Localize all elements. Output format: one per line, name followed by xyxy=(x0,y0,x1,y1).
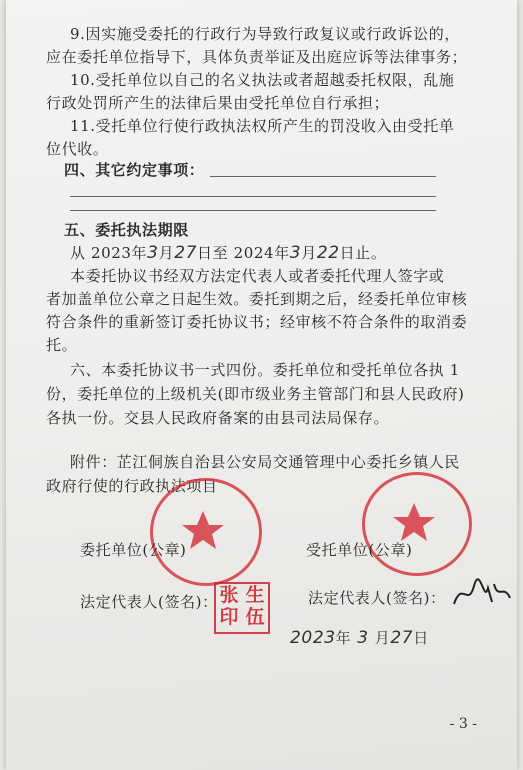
clause-10-line-2: 行政处罚所产生的法律后果由受托单位自行承担； xyxy=(46,94,390,112)
sign-year-handwritten: 2023 xyxy=(290,628,336,648)
blank-line-3 xyxy=(70,210,436,211)
start-month-handwritten: 3 xyxy=(147,243,159,263)
effect-line-3: 符合条件的重新签订委托协议书；经审核不符合条件的取消委 xyxy=(46,313,468,331)
day-to-label: 日至 xyxy=(197,244,234,262)
clause-9-line-1: 9.因实施受委托的行政行为导致行政复议或行政诉讼的， xyxy=(70,25,460,43)
document-page xyxy=(6,0,517,770)
clause-11-line-1: 11.受托单位行使行政执法权所产生的罚没收入由受托单 xyxy=(70,117,455,135)
effect-line-2: 者加盖单位公章之日起生效。委托到期之后，经委托单位审核 xyxy=(46,290,468,308)
year-char-1: 年 xyxy=(131,244,148,262)
year-char-2: 年 xyxy=(274,244,290,262)
period-line xyxy=(70,243,386,263)
page-number: - 3 - xyxy=(449,716,477,732)
sign-day-handwritten: 27 xyxy=(390,628,414,648)
end-year: 2024 xyxy=(233,244,275,262)
end-day-handwritten: 22 xyxy=(316,243,340,263)
personal-name-seal: 张 生 印 伍 xyxy=(214,582,270,634)
month-char-2: 月 xyxy=(301,244,317,262)
blank-line-2 xyxy=(70,196,436,197)
day-end-label: 日止。 xyxy=(339,244,387,262)
start-year: 2023 xyxy=(90,244,132,262)
effect-line-1: 本委托协议书经双方法定代表人或者委托代理人签字或 xyxy=(70,267,445,285)
attachment-line-2: 政府行使的行政执法项目 xyxy=(46,477,218,495)
blank-line-1 xyxy=(210,176,436,177)
sign-month-handwritten: 3 xyxy=(357,628,369,648)
right-official-seal xyxy=(362,472,472,576)
entrusted-unit-label: 受托单位(公章) xyxy=(306,541,413,559)
handwritten-signature xyxy=(448,574,514,614)
section-5-heading: 五、委托执法期限 xyxy=(64,221,189,239)
section-6-line-3: 各执一份。交县人民政府备案的由县司法局保存。 xyxy=(46,409,390,427)
left-official-seal xyxy=(150,478,262,586)
signing-date xyxy=(290,628,429,648)
sign-day-char: 日 xyxy=(413,629,429,647)
start-day-handwritten: 27 xyxy=(174,243,198,263)
section-6-line-2: 份，委托单位的上级机关(即市级业务主管部门和县人民政府) xyxy=(46,385,465,403)
section-4-heading: 四、其它约定事项： xyxy=(64,161,205,179)
clause-10-line-1: 10.受托单位以自己的名义执法或者超越委托权限，乱施 xyxy=(70,71,455,89)
left-legal-rep-label: 法定代表人(签名)： xyxy=(80,593,218,611)
right-legal-rep-label: 法定代表人(签名)： xyxy=(308,589,446,607)
clause-9-line-2: 应在委托单位指导下，具体负责举证及出庭应诉等法律事务； xyxy=(46,48,468,66)
effect-line-4: 托。 xyxy=(46,336,78,354)
end-month-handwritten: 3 xyxy=(289,243,302,263)
sign-year-char: 年 xyxy=(335,629,352,647)
section-6-line-1: 六、本委托协议书一式四份。委托单位和受托单位各执 1 xyxy=(70,361,460,379)
period-from-label: 从 xyxy=(70,244,91,262)
attachment-line-1: 附件：芷江侗族自治县公安局交通管理中心委托乡镇人民 xyxy=(70,453,461,471)
entrusting-unit-label: 委托单位(公章) xyxy=(80,541,187,559)
clause-11-line-2: 位代收。 xyxy=(46,140,109,158)
sign-month-char: 月 xyxy=(374,629,391,647)
month-char-1: 月 xyxy=(158,244,175,262)
